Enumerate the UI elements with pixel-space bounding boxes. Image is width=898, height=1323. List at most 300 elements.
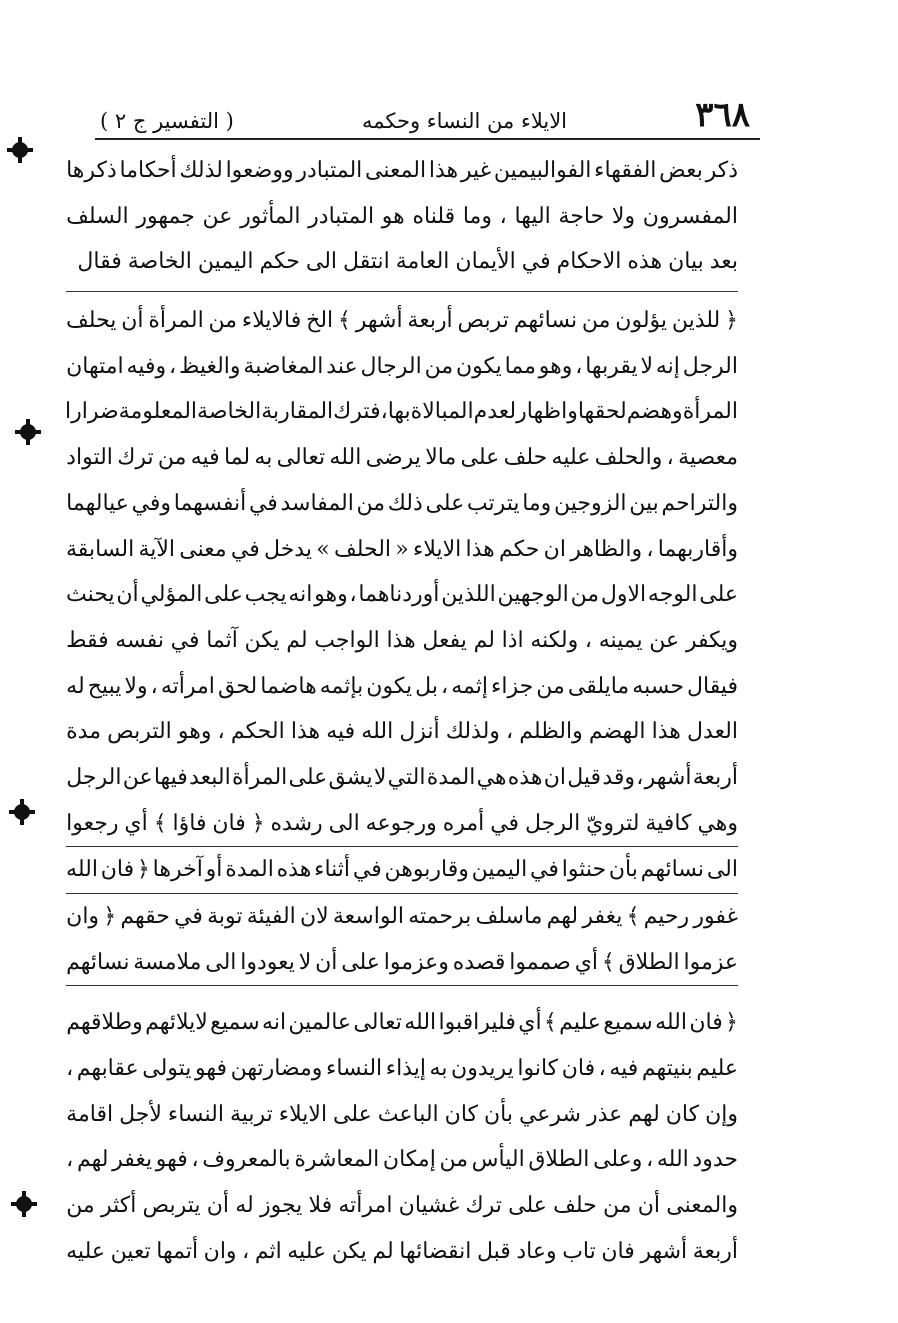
word: ﴿ bbox=[103, 904, 117, 929]
word: الوجهين bbox=[497, 582, 569, 608]
word: ، bbox=[168, 353, 177, 379]
word: بيان bbox=[668, 249, 704, 275]
word: في bbox=[230, 536, 260, 562]
word: اذا bbox=[501, 627, 524, 653]
word: ضرارا bbox=[64, 399, 119, 425]
text-line bbox=[66, 298, 738, 344]
word: ، bbox=[598, 1056, 606, 1082]
word: أن bbox=[121, 308, 144, 334]
word: ، bbox=[584, 627, 593, 653]
word: يدخل bbox=[264, 536, 312, 562]
word: يقربها bbox=[585, 353, 638, 379]
word: انقضائها bbox=[399, 1238, 472, 1264]
word: الايلاء bbox=[278, 1101, 328, 1127]
word: وان bbox=[203, 1238, 237, 1264]
word: الاول bbox=[600, 582, 647, 608]
word: اليمين bbox=[197, 249, 254, 275]
word: المفسرون bbox=[642, 203, 738, 229]
word: به bbox=[254, 445, 273, 471]
word: رشده bbox=[270, 810, 323, 836]
word: ، bbox=[646, 536, 654, 562]
word: أن bbox=[116, 582, 139, 608]
word: على bbox=[699, 582, 738, 608]
word: ترك bbox=[465, 1193, 502, 1219]
word: غفور bbox=[693, 904, 738, 929]
word: من bbox=[536, 673, 565, 699]
text-line bbox=[66, 148, 738, 194]
word: يكن bbox=[331, 1238, 367, 1264]
word: أوردناهما bbox=[358, 582, 440, 608]
word: المدة bbox=[225, 857, 274, 883]
word: فترك bbox=[333, 399, 381, 425]
word: العدل bbox=[687, 719, 738, 745]
word: ، bbox=[349, 582, 357, 608]
word: ، bbox=[66, 1056, 74, 1082]
word: من bbox=[439, 1147, 469, 1173]
word: هذا bbox=[651, 719, 681, 745]
word: وفي bbox=[131, 490, 172, 516]
word: الحكم bbox=[230, 719, 285, 745]
word: أكثر bbox=[100, 1193, 137, 1219]
word: لان bbox=[299, 904, 329, 929]
word: لهم bbox=[546, 904, 579, 929]
word: فلا bbox=[308, 1193, 333, 1219]
word: في bbox=[490, 810, 520, 836]
word: تربية bbox=[229, 1101, 273, 1127]
word: المفاسد bbox=[280, 490, 354, 516]
word: عذر bbox=[586, 1101, 623, 1127]
word: انه bbox=[288, 582, 313, 608]
word: اللذين bbox=[441, 582, 496, 608]
word: أن bbox=[637, 1193, 661, 1219]
word: فليراقبوا bbox=[438, 1010, 516, 1036]
word: جزاء bbox=[491, 673, 534, 699]
word: يحلف bbox=[66, 308, 117, 334]
word: غشيان bbox=[398, 1193, 460, 1219]
word: كان bbox=[444, 1101, 478, 1127]
word: جمهور bbox=[136, 203, 195, 229]
word: الخاصة bbox=[127, 249, 192, 275]
word: قيل bbox=[567, 764, 602, 790]
word: ترك bbox=[117, 445, 154, 471]
word: المؤلي bbox=[140, 582, 203, 608]
word: » bbox=[316, 536, 330, 562]
word: عزموا bbox=[683, 949, 738, 975]
word: الله bbox=[329, 445, 362, 471]
word: فقال bbox=[77, 249, 122, 275]
word: عليه bbox=[287, 1238, 327, 1264]
word: ولذلك bbox=[445, 719, 500, 745]
word: الفوالبيمين bbox=[493, 158, 592, 183]
word: اثم bbox=[254, 1238, 282, 1264]
word: في bbox=[170, 627, 200, 653]
word: آخرها bbox=[152, 857, 203, 883]
word: رجعوا bbox=[66, 810, 119, 836]
text-line bbox=[66, 1046, 738, 1092]
word: وفيه bbox=[126, 353, 167, 379]
word: المعنى bbox=[365, 158, 427, 183]
word: فيه bbox=[609, 1056, 639, 1082]
word: في bbox=[352, 857, 382, 883]
word: أي bbox=[518, 1010, 542, 1036]
word: توبة bbox=[207, 904, 243, 929]
word: ان bbox=[543, 536, 566, 562]
word: بها bbox=[387, 399, 411, 425]
word: عيالهما bbox=[66, 490, 129, 516]
word: الايلاء bbox=[412, 536, 462, 562]
word: يكون bbox=[366, 673, 413, 699]
word: يغفر bbox=[582, 904, 623, 929]
word: بعد bbox=[709, 249, 738, 275]
word: تعالى bbox=[353, 1010, 402, 1036]
line-gap bbox=[66, 986, 738, 1000]
word: من bbox=[424, 353, 454, 379]
word: أربعة bbox=[692, 1238, 738, 1264]
word: شرعي bbox=[518, 1101, 581, 1127]
word: ، bbox=[150, 673, 158, 699]
word: ﴾ bbox=[543, 1010, 557, 1036]
word: البعد bbox=[189, 764, 231, 790]
word: على bbox=[341, 949, 380, 975]
word: مدة bbox=[66, 719, 101, 745]
binding-hole-icon bbox=[14, 804, 30, 820]
text-line bbox=[66, 618, 738, 664]
word: على bbox=[425, 490, 465, 516]
word: ماسلف bbox=[475, 904, 543, 929]
word: عليم bbox=[559, 1010, 601, 1036]
word: فان bbox=[100, 857, 135, 883]
word: لا bbox=[298, 949, 312, 975]
header-rule bbox=[95, 138, 760, 140]
word: أي bbox=[124, 810, 148, 836]
word: المتبادر bbox=[296, 158, 363, 183]
text-line bbox=[66, 1092, 738, 1138]
word: ورجوعه bbox=[365, 810, 437, 836]
word: فان bbox=[689, 1010, 723, 1036]
word: من bbox=[356, 490, 386, 516]
word: ولكنه bbox=[530, 627, 579, 653]
word: التربص bbox=[107, 719, 172, 745]
word: السلف bbox=[66, 203, 129, 229]
word: هذا bbox=[386, 627, 416, 653]
word: يبيح bbox=[87, 673, 122, 699]
word: ذلك bbox=[387, 490, 423, 516]
word: ، bbox=[191, 1147, 199, 1173]
word: هاضما bbox=[260, 673, 317, 699]
text-line bbox=[66, 481, 738, 527]
word: إيذاء bbox=[385, 1056, 426, 1082]
word: يشق bbox=[328, 764, 373, 790]
word: على bbox=[204, 582, 243, 608]
word: أشهر bbox=[640, 1238, 688, 1264]
word: من bbox=[581, 308, 611, 334]
word: بأن bbox=[483, 1101, 513, 1127]
word: فاؤا bbox=[172, 810, 207, 836]
word: نسائهم bbox=[640, 857, 705, 883]
word: الخاصة bbox=[197, 399, 262, 425]
word: ، bbox=[441, 673, 449, 699]
word: تاب bbox=[562, 1238, 596, 1264]
word: يكون bbox=[456, 353, 502, 379]
word: يؤلون bbox=[615, 308, 668, 334]
word: عن bbox=[122, 764, 153, 790]
word: معصية bbox=[678, 445, 738, 471]
word: فيه bbox=[326, 719, 356, 745]
word: المدة bbox=[426, 764, 476, 790]
word: النساء bbox=[326, 1056, 383, 1082]
word: السابقة bbox=[66, 536, 135, 562]
word: عليم bbox=[696, 1056, 738, 1082]
word: يريدون bbox=[451, 1056, 514, 1082]
word: له bbox=[66, 673, 85, 699]
word: والتراحم bbox=[661, 490, 738, 516]
word: قبل bbox=[476, 1238, 511, 1264]
word: ﴾ bbox=[626, 904, 640, 929]
book-reference: ( التفسير ج ٢ ) bbox=[100, 109, 234, 133]
word: فالايلاء bbox=[241, 308, 302, 334]
text-line bbox=[66, 435, 738, 481]
word: والظلم bbox=[519, 719, 583, 745]
word: الوجه bbox=[647, 582, 698, 608]
word: عن bbox=[649, 627, 680, 653]
text-line bbox=[66, 389, 738, 435]
word: حلف bbox=[503, 445, 548, 471]
word: هذه bbox=[276, 857, 312, 883]
text-line bbox=[66, 527, 738, 573]
word: هذه bbox=[627, 249, 663, 275]
word: لذلك bbox=[179, 158, 223, 183]
word: الفيئة bbox=[246, 904, 296, 929]
word: لهم bbox=[76, 1147, 109, 1173]
word: وهو bbox=[177, 719, 212, 745]
word: والحلف bbox=[594, 445, 663, 471]
text-line bbox=[66, 239, 738, 285]
word: ، bbox=[499, 203, 507, 229]
word: امرأته bbox=[160, 673, 215, 699]
word: اليها bbox=[514, 203, 551, 229]
word: عليه bbox=[66, 1238, 105, 1264]
text-line bbox=[66, 755, 738, 801]
word: من bbox=[570, 582, 600, 608]
word: لا bbox=[373, 764, 387, 790]
word: من bbox=[157, 445, 187, 471]
word: في bbox=[521, 249, 551, 275]
word: أنفسهما bbox=[173, 490, 247, 516]
word: المأثور bbox=[240, 203, 301, 229]
word: وعزموا bbox=[383, 949, 449, 975]
word: مايلقى bbox=[567, 673, 630, 699]
word: به bbox=[429, 1056, 448, 1082]
word: لا bbox=[640, 353, 653, 379]
word: الى bbox=[305, 249, 338, 275]
word: وعاد bbox=[516, 1238, 557, 1264]
word: الله bbox=[655, 1010, 687, 1036]
word: حاجة bbox=[558, 203, 605, 229]
word: انتقل bbox=[343, 249, 390, 275]
word: والمعنى bbox=[666, 1193, 738, 1219]
word: في bbox=[530, 857, 559, 883]
word: على bbox=[508, 1193, 547, 1219]
text-line bbox=[66, 664, 738, 710]
word: في bbox=[248, 490, 278, 516]
word: هذا bbox=[465, 536, 495, 562]
word: والظاهر bbox=[570, 536, 643, 562]
word: وهو bbox=[314, 582, 348, 608]
running-title: الايلاء من النساء وحكمه bbox=[361, 109, 568, 133]
word: وقد bbox=[602, 764, 636, 790]
word: الزوجين bbox=[553, 490, 627, 516]
word: الله bbox=[404, 1010, 437, 1036]
text-line bbox=[66, 1137, 738, 1183]
text-line bbox=[66, 709, 738, 755]
word: حلف bbox=[553, 1193, 597, 1219]
word: فيها bbox=[153, 764, 188, 790]
word: الى bbox=[328, 810, 360, 836]
word: وهي bbox=[697, 810, 738, 836]
word: فهو bbox=[155, 1147, 188, 1173]
word: ولا bbox=[611, 203, 636, 229]
word: المرأة bbox=[231, 764, 288, 790]
word: ، bbox=[636, 764, 644, 790]
word: لم bbox=[372, 1238, 394, 1264]
word: لعدم bbox=[473, 399, 517, 425]
word: فهو bbox=[194, 1056, 228, 1082]
word: ﴿ bbox=[136, 857, 150, 883]
word: وإن bbox=[705, 1101, 738, 1127]
word: إنه bbox=[655, 353, 680, 379]
section-rule bbox=[66, 291, 738, 292]
word: ولا bbox=[124, 673, 148, 699]
word: يكن bbox=[244, 627, 280, 653]
word: المرأة bbox=[148, 308, 204, 334]
word: يفعل bbox=[422, 627, 467, 653]
word: تعين bbox=[110, 1238, 151, 1264]
word: وطلاقهم bbox=[66, 1010, 143, 1036]
word: لحقها bbox=[577, 399, 627, 425]
word: ان bbox=[543, 764, 566, 790]
word: يعودوا bbox=[240, 949, 295, 975]
word: الله bbox=[656, 1147, 689, 1173]
word: صمموا bbox=[509, 949, 571, 975]
word: ملامسة bbox=[133, 949, 202, 975]
word: على bbox=[333, 1101, 372, 1127]
word: ذكر bbox=[705, 158, 738, 183]
text-line bbox=[66, 893, 738, 940]
word: يغفر bbox=[112, 1147, 153, 1173]
word: عند bbox=[326, 353, 358, 379]
word: الطلاق bbox=[618, 949, 680, 975]
word: الى bbox=[706, 857, 738, 883]
word: فان bbox=[561, 1056, 596, 1082]
word: ذكرها bbox=[66, 158, 117, 183]
text-line bbox=[66, 1000, 738, 1046]
word: ﴿ bbox=[725, 308, 738, 334]
word: أربعة bbox=[407, 308, 453, 334]
word: قلناه bbox=[412, 203, 456, 229]
word: نفسه bbox=[115, 627, 164, 653]
word: أتمها bbox=[156, 1238, 199, 1264]
word: وما bbox=[462, 203, 492, 229]
word: وان bbox=[66, 904, 100, 929]
word: الهضم bbox=[588, 719, 646, 745]
word: عقابهم bbox=[76, 1056, 139, 1082]
binding-hole-icon bbox=[12, 142, 28, 158]
word: ﴾ bbox=[153, 810, 167, 836]
word: أن bbox=[315, 949, 338, 975]
word: ، bbox=[380, 399, 388, 425]
word: فقط bbox=[66, 627, 109, 653]
word: المعاشرة bbox=[294, 1147, 380, 1173]
text-line bbox=[66, 940, 738, 987]
word: ﴾ bbox=[601, 949, 615, 975]
word: ومضارتهن bbox=[230, 1056, 323, 1082]
word: ﴿ bbox=[725, 1010, 738, 1036]
word: أو bbox=[205, 857, 223, 883]
word: لما bbox=[223, 445, 251, 471]
word: أشهر bbox=[644, 764, 692, 790]
word: على bbox=[288, 764, 328, 790]
word: حدود bbox=[692, 1147, 738, 1173]
binding-hole-icon bbox=[20, 424, 36, 440]
word: ويكفر bbox=[685, 627, 738, 653]
word: بأن bbox=[608, 857, 638, 883]
word: الواجب bbox=[314, 627, 380, 653]
word: اليأس bbox=[471, 1147, 525, 1173]
word: سميع bbox=[210, 1010, 260, 1036]
word: المعلومة bbox=[118, 399, 198, 425]
word: الله bbox=[66, 857, 98, 883]
word: وقاربوهن bbox=[384, 857, 469, 883]
word: ، bbox=[66, 1147, 74, 1173]
word: وعلى bbox=[593, 1147, 643, 1173]
word: كافية bbox=[645, 810, 692, 836]
word: أثناء bbox=[314, 857, 351, 883]
word: هذا bbox=[428, 158, 459, 183]
word: يتولى bbox=[142, 1056, 192, 1082]
word: اليمين bbox=[471, 857, 528, 883]
word: بنيتهم bbox=[641, 1056, 693, 1082]
word: غير bbox=[460, 158, 492, 183]
word: نسائهم bbox=[66, 949, 130, 975]
word: لأجل bbox=[119, 1101, 162, 1127]
word: هذا bbox=[290, 719, 321, 745]
word: ، bbox=[666, 445, 674, 471]
word: لهم bbox=[628, 1101, 660, 1127]
word: يترتب bbox=[466, 490, 520, 516]
word: الباعث bbox=[377, 1101, 439, 1127]
word: حسبه bbox=[632, 673, 684, 699]
word: فيقال bbox=[687, 673, 738, 699]
text-line bbox=[66, 194, 738, 240]
word: تربص bbox=[457, 308, 509, 334]
word: عليه bbox=[551, 445, 591, 471]
page-number: ٣٦٨ bbox=[695, 95, 750, 135]
body-text bbox=[66, 148, 738, 1275]
word: العامة bbox=[395, 249, 450, 275]
word: بل bbox=[415, 673, 438, 699]
word: هذه bbox=[507, 764, 543, 790]
word: برحمته bbox=[408, 904, 472, 929]
word: يتربص bbox=[142, 1193, 201, 1219]
word: وأقاربهما bbox=[657, 536, 738, 562]
word: لم bbox=[286, 627, 308, 653]
word: الحلف bbox=[333, 536, 392, 562]
text-line bbox=[66, 1229, 738, 1275]
word: المبالاة bbox=[410, 399, 474, 425]
word: ﴿ bbox=[251, 810, 265, 836]
word: يرضى bbox=[365, 445, 421, 471]
word: التي bbox=[387, 764, 426, 790]
